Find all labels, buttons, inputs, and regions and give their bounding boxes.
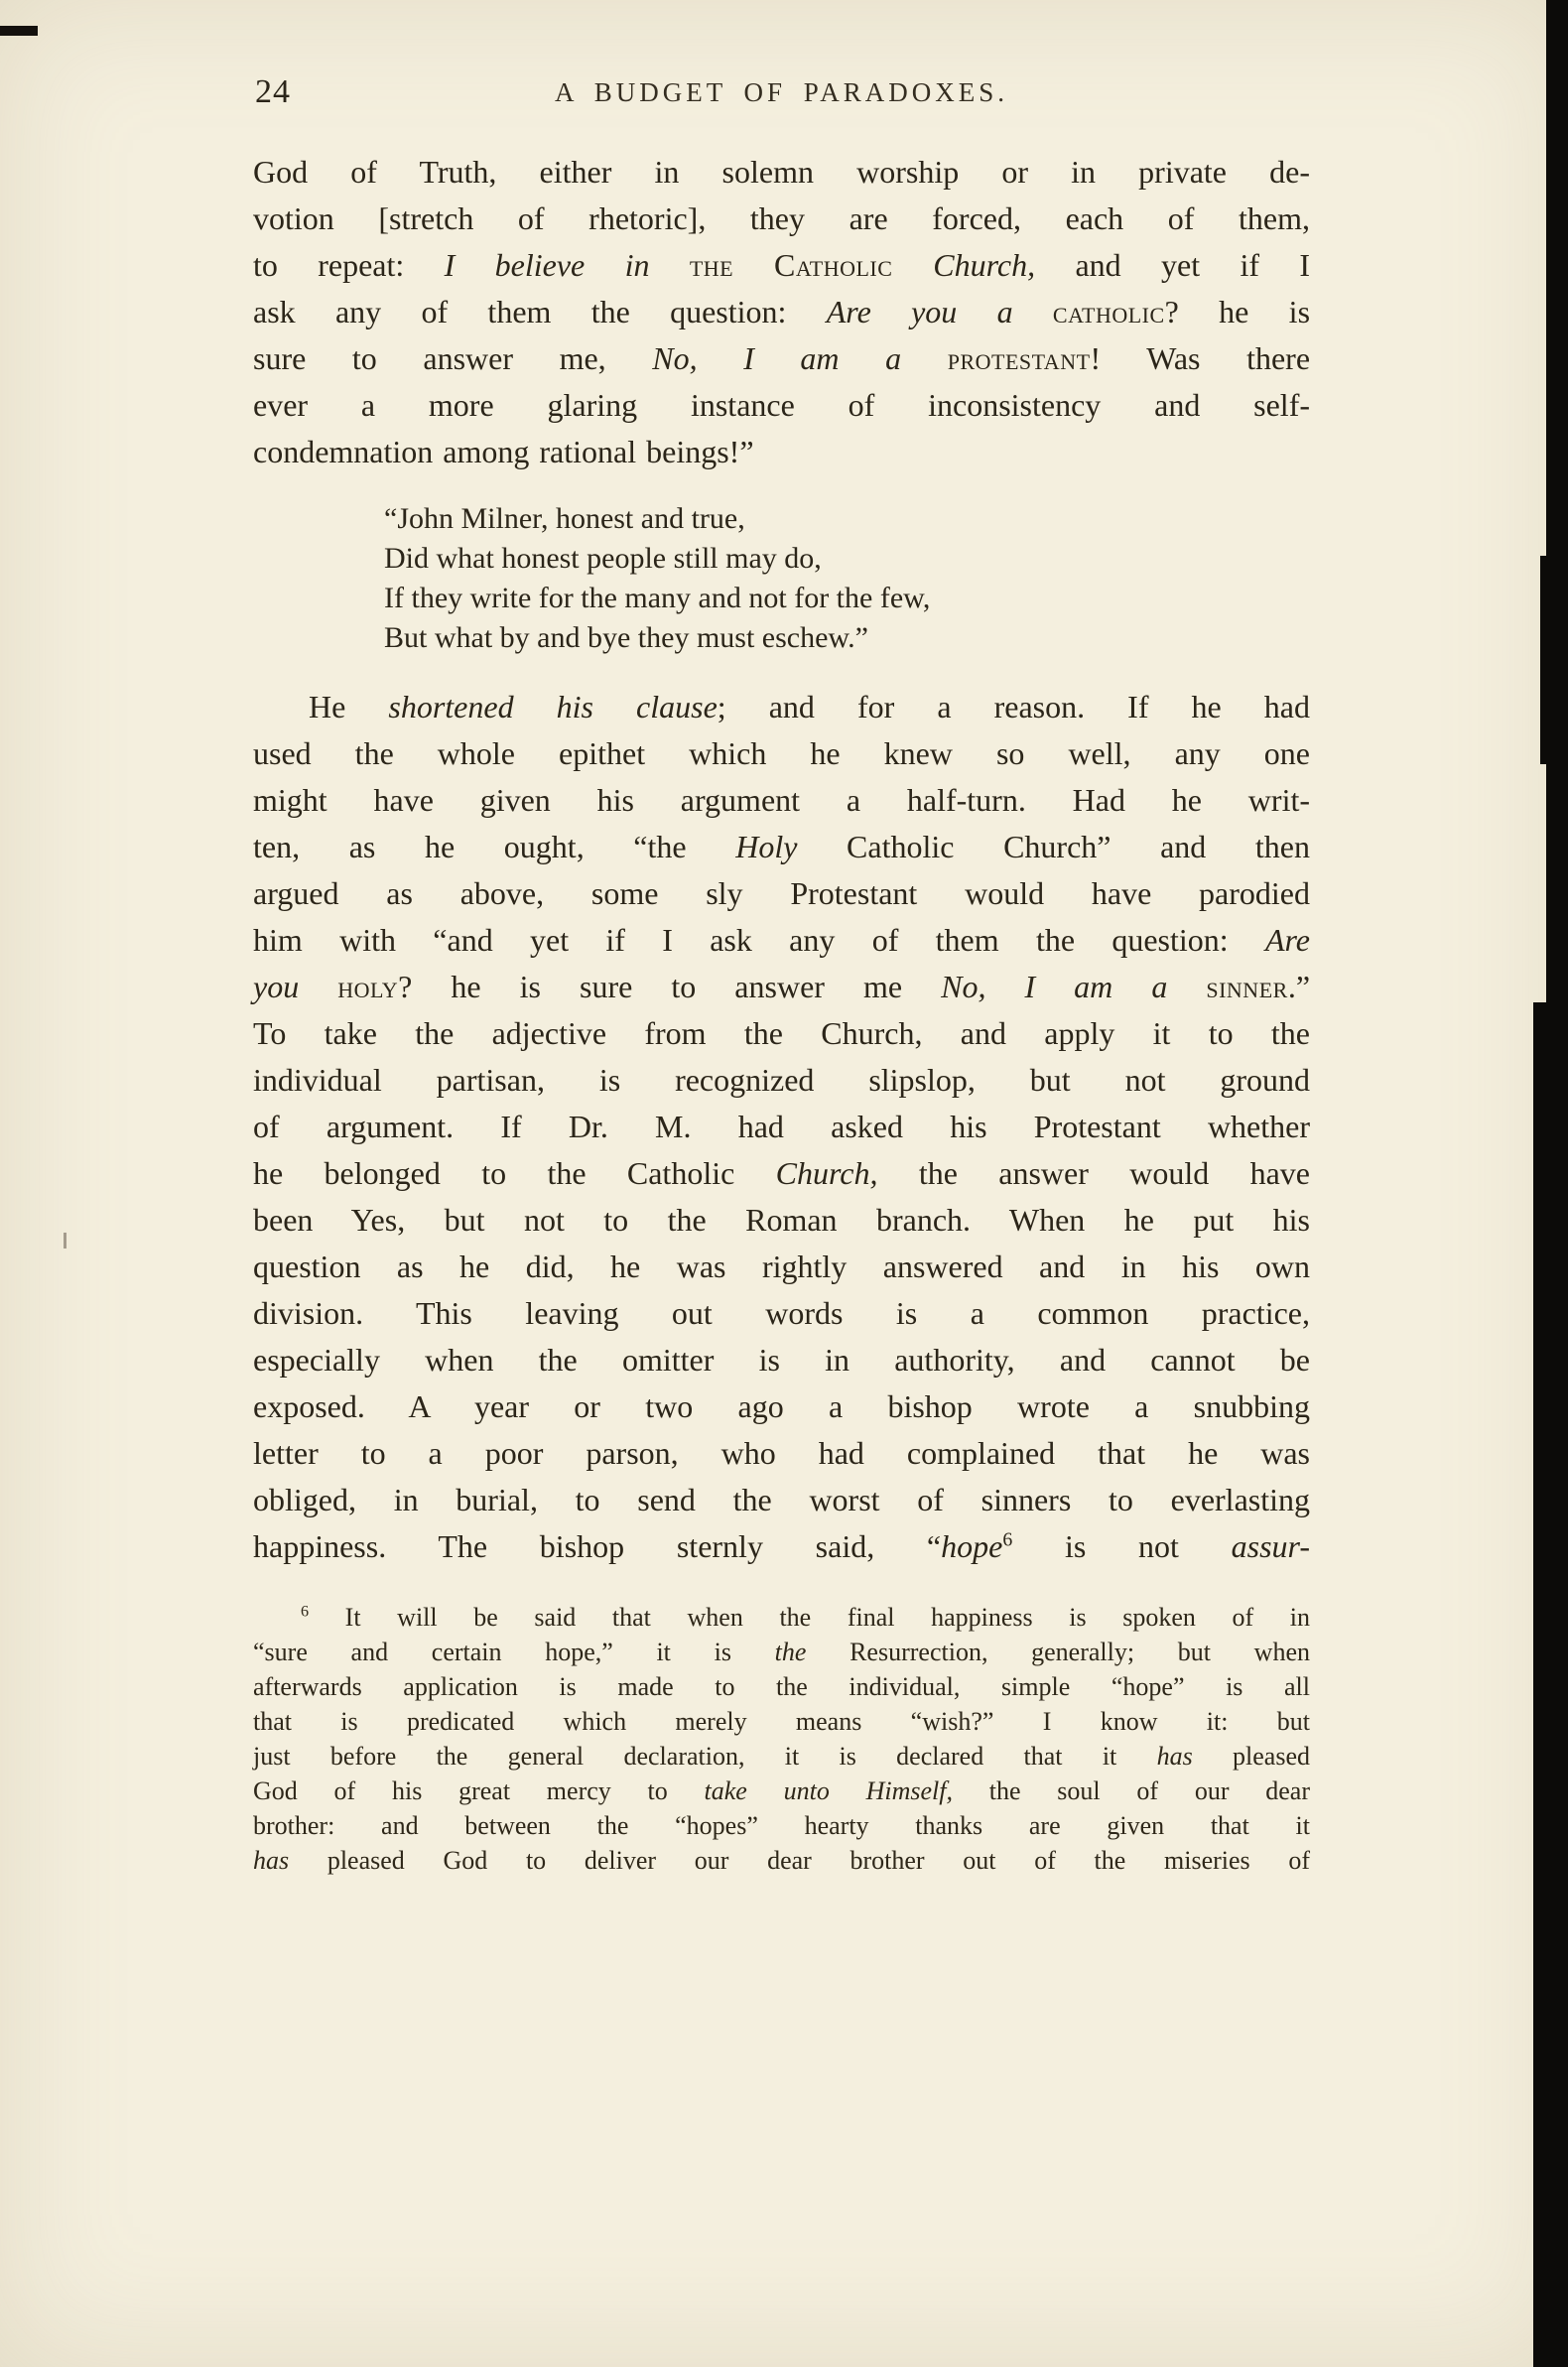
text-line: ten, as he ought, “the Holy Catholic Church” and then xyxy=(253,829,1311,864)
text-line: exposed. A year or two ago a bishop wrote a snubbing xyxy=(253,1388,1310,1424)
text-line: God of Truth, either in solemn worship or in private de- xyxy=(253,154,1310,190)
text-line: individual partisan, is recognized slipslop, but not ground xyxy=(253,1062,1310,1098)
binding-shadow-bar xyxy=(1546,0,1568,2367)
text-block xyxy=(253,71,1310,1878)
running-title: A BUDGET OF PARADOXES. xyxy=(554,77,1009,107)
poem-quote xyxy=(384,499,1310,658)
poem-line: If they write for the many and not for the few, xyxy=(384,582,931,614)
text-line: question as he did, he was rightly answered and in his own xyxy=(253,1249,1310,1284)
text-line: ask any of them the question: Are you a catholic? he is xyxy=(253,294,1311,329)
text-line: To take the adjective from the Church, and apply it to the xyxy=(253,1015,1310,1051)
paragraph-1 xyxy=(253,149,1310,475)
text-line: just before the general declaration, it is declared that it has pleased xyxy=(253,1742,1310,1771)
text-line: has pleased God to deliver our dear brother out of the miseries of xyxy=(253,1846,1310,1875)
page-number: 24 xyxy=(255,73,291,110)
text-line: afterwards application is made to the individual, simple “hope” is all xyxy=(253,1672,1310,1701)
text-line: “sure and certain hope,” it is the Resurrection, generally; but when xyxy=(253,1638,1310,1666)
text-line: letter to a poor parson, who had complained that he was xyxy=(253,1435,1310,1471)
text-line: argued as above, some sly Protestant would have parodied xyxy=(253,875,1310,911)
text-line: obliged, in burial, to send the worst of sinners to everlasting xyxy=(253,1482,1310,1517)
poem-line: Did what honest people still may do, xyxy=(384,542,822,575)
text-line: He shortened his clause; and for a reason. If he had xyxy=(309,689,1311,724)
paragraph-2 xyxy=(253,684,1310,1570)
footnote xyxy=(253,1600,1310,1878)
text-line: condemnation among rational beings!” xyxy=(253,434,754,469)
text-line: been Yes, but not to the Roman branch. When he put his xyxy=(253,1202,1310,1238)
text-line: that is predicated which merely means “wish?” I know it: but xyxy=(253,1707,1310,1736)
text-line: sure to answer me, No, I am a protestant! Was there xyxy=(253,340,1311,376)
text-line: to repeat: I believe in the Catholic Church, and yet if I xyxy=(253,247,1311,283)
text-line: votion [stretch of rhetoric], they are forced, each of them, xyxy=(253,200,1310,236)
text-line: might have given his argument a half-turn. Had he writ- xyxy=(253,782,1310,818)
page-header xyxy=(253,71,1310,117)
text-line: of argument. If Dr. M. had asked his Protestant whether xyxy=(253,1109,1310,1144)
text-line: division. This leaving out words is a common practice, xyxy=(253,1295,1310,1331)
text-line: you holy? he is sure to answer me No, I am a sinner.” xyxy=(253,969,1311,1004)
text-line: God of his great mercy to take unto Himself, the soul of our dear xyxy=(253,1776,1310,1805)
text-line: especially when the omitter is in authority, and cannot be xyxy=(253,1342,1310,1378)
text-line: used the whole epithet which he knew so well, any one xyxy=(253,735,1310,771)
text-line: ever a more glaring instance of inconsistency and self- xyxy=(253,387,1310,423)
scan-artifact-dash xyxy=(0,26,38,36)
scan-speck xyxy=(64,1233,66,1249)
poem-line: But what by and bye they must eschew.” xyxy=(384,621,868,654)
text-line: brother: and between the “hopes” hearty thanks are given that it xyxy=(253,1811,1310,1840)
poem-line: “John Milner, honest and true, xyxy=(384,502,745,535)
text-line: happiness. The bishop sternly said, “hope$^6$ is not assur- xyxy=(253,1528,1311,1564)
text-line: $^6$ It will be said that when the final happiness is spoken of in xyxy=(301,1603,1310,1632)
text-line: him with “and yet if I ask any of them the question: Are xyxy=(253,922,1310,958)
text-line: he belonged to the Catholic Church, the answer would have xyxy=(253,1155,1311,1191)
